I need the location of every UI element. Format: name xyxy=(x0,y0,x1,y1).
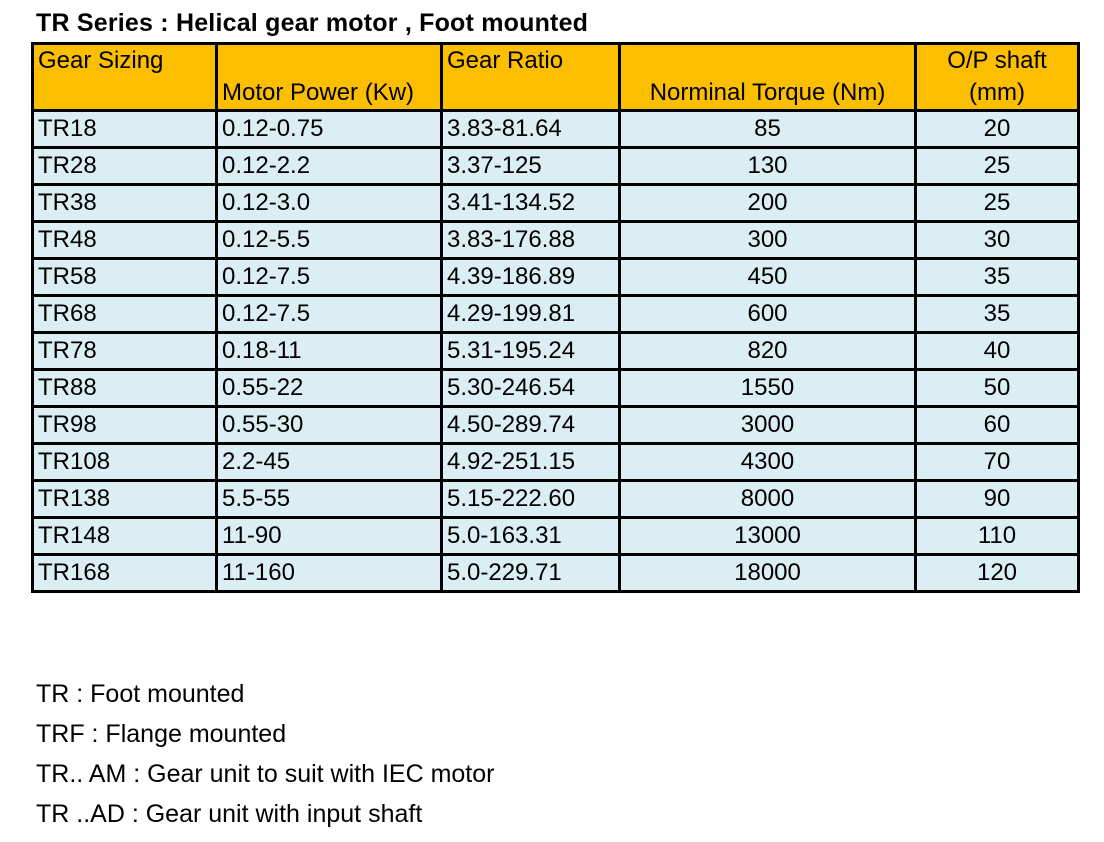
cell-gear-ratio: 4.50-289.74 xyxy=(442,407,620,444)
cell-op-shaft: 60 xyxy=(916,407,1079,444)
cell-gear-size: TR98 xyxy=(33,407,217,444)
table-row xyxy=(33,259,1079,296)
cell-op-shaft: 90 xyxy=(916,481,1079,518)
cell-gear-size: TR18 xyxy=(33,111,217,148)
table-row xyxy=(33,148,1079,185)
cell-gear-size: TR58 xyxy=(33,259,217,296)
cell-op-shaft: 40 xyxy=(916,333,1079,370)
cell-op-shaft: 110 xyxy=(916,518,1079,555)
cell-nominal-torque: 450 xyxy=(620,259,916,296)
cell-op-shaft: 20 xyxy=(916,111,1079,148)
cell-gear-ratio: 5.15-222.60 xyxy=(442,481,620,518)
cell-gear-ratio: 3.41-134.52 xyxy=(442,185,620,222)
notes-list xyxy=(36,674,494,834)
header-nominal-torque: Norminal Torque (Nm) xyxy=(620,44,916,111)
cell-nominal-torque: 300 xyxy=(620,222,916,259)
cell-gear-ratio: 5.31-195.24 xyxy=(442,333,620,370)
cell-gear-ratio: 3.83-81.64 xyxy=(442,111,620,148)
table-row xyxy=(33,518,1079,555)
header-gear-sizing: Gear Sizing xyxy=(33,44,217,111)
cell-nominal-torque: 130 xyxy=(620,148,916,185)
cell-motor-power: 5.5-55 xyxy=(217,481,442,518)
cell-nominal-torque: 1550 xyxy=(620,370,916,407)
cell-gear-size: TR38 xyxy=(33,185,217,222)
note-item: TR ..AD : Gear unit with input shaft xyxy=(36,800,423,828)
cell-op-shaft: 25 xyxy=(916,148,1079,185)
cell-motor-power: 0.55-22 xyxy=(217,370,442,407)
cell-nominal-torque: 85 xyxy=(620,111,916,148)
cell-gear-size: TR148 xyxy=(33,518,217,555)
cell-op-shaft: 120 xyxy=(916,555,1079,592)
table-row xyxy=(33,185,1079,222)
table-row xyxy=(33,296,1079,333)
cell-motor-power: 0.12-7.5 xyxy=(217,296,442,333)
header-gear-ratio: Gear Ratio xyxy=(442,44,620,111)
table-row xyxy=(33,111,1079,148)
table-row xyxy=(33,333,1079,370)
cell-nominal-torque: 3000 xyxy=(620,407,916,444)
cell-nominal-torque: 13000 xyxy=(620,518,916,555)
cell-gear-size: TR28 xyxy=(33,148,217,185)
cell-motor-power: 0.12-0.75 xyxy=(217,111,442,148)
cell-nominal-torque: 200 xyxy=(620,185,916,222)
cell-motor-power: 0.18-11 xyxy=(217,333,442,370)
cell-motor-power: 11-160 xyxy=(217,555,442,592)
cell-gear-ratio: 5.0-229.71 xyxy=(442,555,620,592)
cell-op-shaft: 50 xyxy=(916,370,1079,407)
cell-motor-power: 0.12-7.5 xyxy=(217,259,442,296)
cell-gear-ratio: 5.0-163.31 xyxy=(442,518,620,555)
cell-nominal-torque: 600 xyxy=(620,296,916,333)
gear-spec-table xyxy=(31,42,1080,593)
cell-gear-ratio: 3.37-125 xyxy=(442,148,620,185)
cell-gear-ratio: 3.83-176.88 xyxy=(442,222,620,259)
cell-motor-power: 0.12-2.2 xyxy=(217,148,442,185)
cell-gear-size: TR68 xyxy=(33,296,217,333)
cell-gear-size: TR168 xyxy=(33,555,217,592)
cell-gear-ratio: 4.39-186.89 xyxy=(442,259,620,296)
cell-gear-size: TR88 xyxy=(33,370,217,407)
note-item: TR.. AM : Gear unit to suit with IEC motor xyxy=(36,760,495,788)
table-row xyxy=(33,555,1079,592)
table-row xyxy=(33,370,1079,407)
cell-motor-power: 0.12-3.0 xyxy=(217,185,442,222)
cell-gear-size: TR108 xyxy=(33,444,217,481)
cell-gear-size: TR138 xyxy=(33,481,217,518)
table-row xyxy=(33,222,1079,259)
cell-nominal-torque: 8000 xyxy=(620,481,916,518)
cell-gear-size: TR78 xyxy=(33,333,217,370)
cell-nominal-torque: 820 xyxy=(620,333,916,370)
header-op-shaft-line1: O/P shaft xyxy=(947,47,1047,74)
cell-motor-power: 2.2-45 xyxy=(217,444,442,481)
cell-gear-size: TR48 xyxy=(33,222,217,259)
cell-nominal-torque: 4300 xyxy=(620,444,916,481)
cell-motor-power: 11-90 xyxy=(217,518,442,555)
header-op-shaft-line2: (mm) xyxy=(969,79,1025,106)
table-header-row xyxy=(33,44,1079,111)
cell-gear-ratio: 5.30-246.54 xyxy=(442,370,620,407)
note-item: TR : Foot mounted xyxy=(36,680,245,708)
cell-motor-power: 0.55-30 xyxy=(217,407,442,444)
header-op-shaft xyxy=(916,44,1079,111)
cell-op-shaft: 35 xyxy=(916,296,1079,333)
cell-motor-power: 0.12-5.5 xyxy=(217,222,442,259)
cell-gear-ratio: 4.29-199.81 xyxy=(442,296,620,333)
cell-op-shaft: 25 xyxy=(916,185,1079,222)
page-title: TR Series : Helical gear motor , Foot mounted xyxy=(36,9,589,37)
table-row xyxy=(33,407,1079,444)
cell-op-shaft: 30 xyxy=(916,222,1079,259)
note-item: TRF : Flange mounted xyxy=(36,720,287,748)
header-motor-power: Motor Power (Kw) xyxy=(217,44,442,111)
cell-op-shaft: 35 xyxy=(916,259,1079,296)
table-row xyxy=(33,481,1079,518)
cell-op-shaft: 70 xyxy=(916,444,1079,481)
table-row xyxy=(33,444,1079,481)
cell-nominal-torque: 18000 xyxy=(620,555,916,592)
cell-gear-ratio: 4.92-251.15 xyxy=(442,444,620,481)
